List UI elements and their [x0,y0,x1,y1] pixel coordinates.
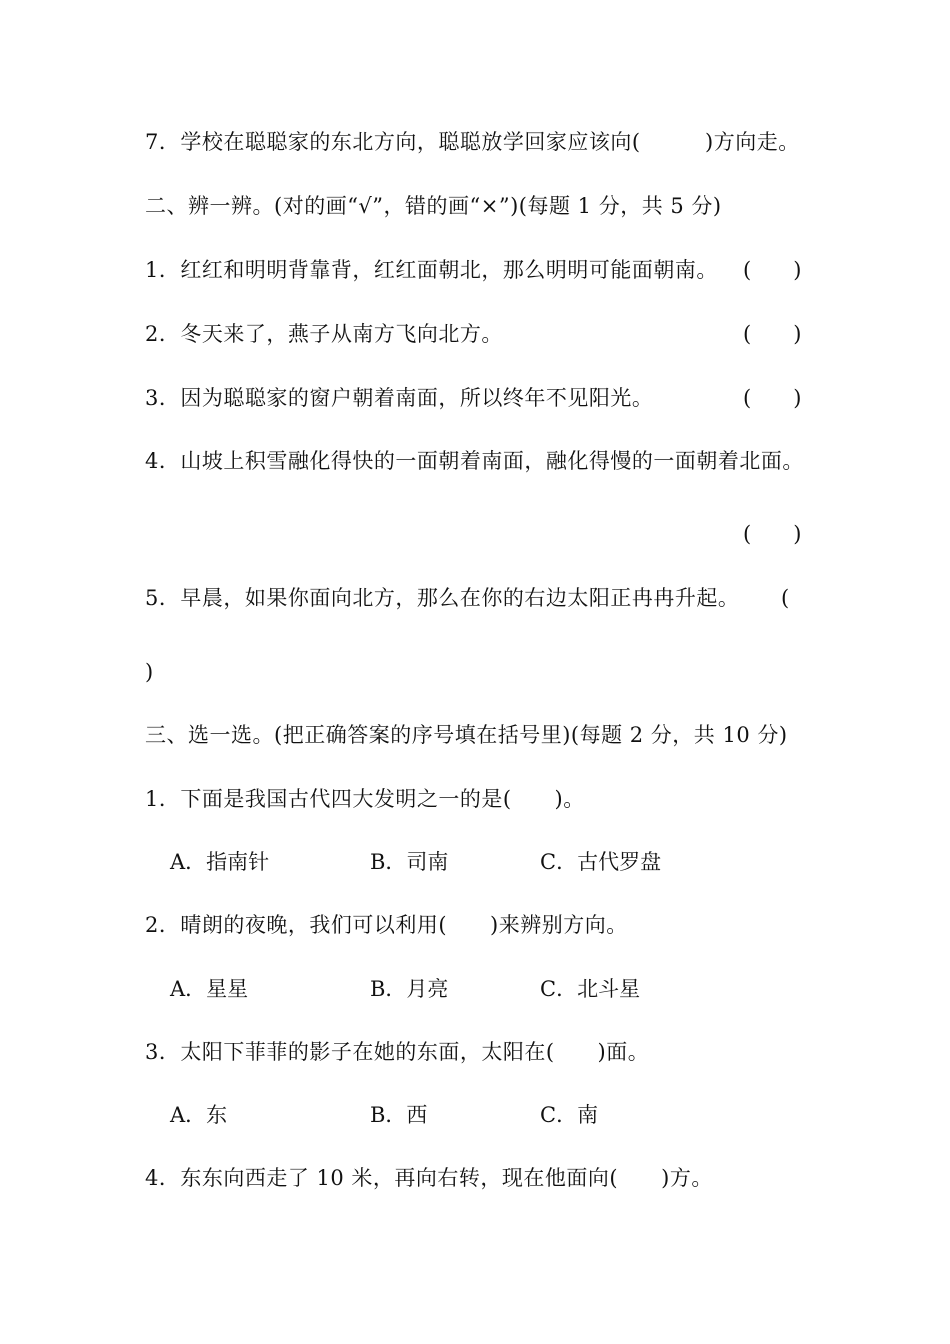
q2-option-a[interactable]: A．星星 [170,977,249,1001]
section-2-heading: 二、辨一辨。(对的画“√”，错的画“×”)(每题 1 分，共 5 分) [145,194,722,218]
judge-question-5: 5．早晨，如果你面向北方，那么在你的右边太阳正冉冉升起。 [145,586,740,610]
answer-blank-5-open[interactable]: ( [781,586,790,610]
q1-option-c[interactable]: C．古代罗盘 [540,850,662,874]
answer-blank-3[interactable]: ( ) [743,386,802,410]
q1-option-b[interactable]: B．司南 [370,850,449,874]
choice-question-4: 4．东东向西走了 10 米，再向右转，现在他面向( )方。 [145,1166,713,1190]
answer-blank-1[interactable]: ( ) [743,258,802,282]
q2-option-b[interactable]: B．月亮 [370,977,449,1001]
q3-option-b[interactable]: B．西 [370,1103,428,1127]
answer-blank-4[interactable]: ( ) [743,522,802,546]
question-7: 7．学校在聪聪家的东北方向，聪聪放学回家应该向( )方向走。 [145,130,800,154]
answer-blank-2[interactable]: ( ) [743,322,802,346]
section-3-heading: 三、选一选。(把正确答案的序号填在括号里)(每题 2 分，共 10 分) [145,723,788,747]
choice-question-1: 1．下面是我国古代四大发明之一的是( )。 [145,787,585,811]
judge-question-4: 4．山坡上积雪融化得快的一面朝着南面，融化得慢的一面朝着北面。 [145,449,804,473]
judge-question-1: 1．红红和明明背靠背，红红面朝北，那么明明可能面朝南。 [145,258,718,282]
q3-option-c[interactable]: C．南 [540,1103,599,1127]
q1-option-a[interactable]: A．指南针 [170,850,270,874]
answer-blank-5-close[interactable]: ) [145,660,154,684]
judge-question-2: 2．冬天来了，燕子从南方飞向北方。 [145,322,503,346]
q3-option-a[interactable]: A．东 [170,1103,228,1127]
choice-question-3: 3．太阳下菲菲的影子在她的东面，太阳在( )面。 [145,1040,650,1064]
choice-question-2: 2．晴朗的夜晚，我们可以利用( )来辨别方向。 [145,913,628,937]
judge-question-3: 3．因为聪聪家的窗户朝着南面，所以终年不见阳光。 [145,386,654,410]
q2-option-c[interactable]: C．北斗星 [540,977,641,1001]
